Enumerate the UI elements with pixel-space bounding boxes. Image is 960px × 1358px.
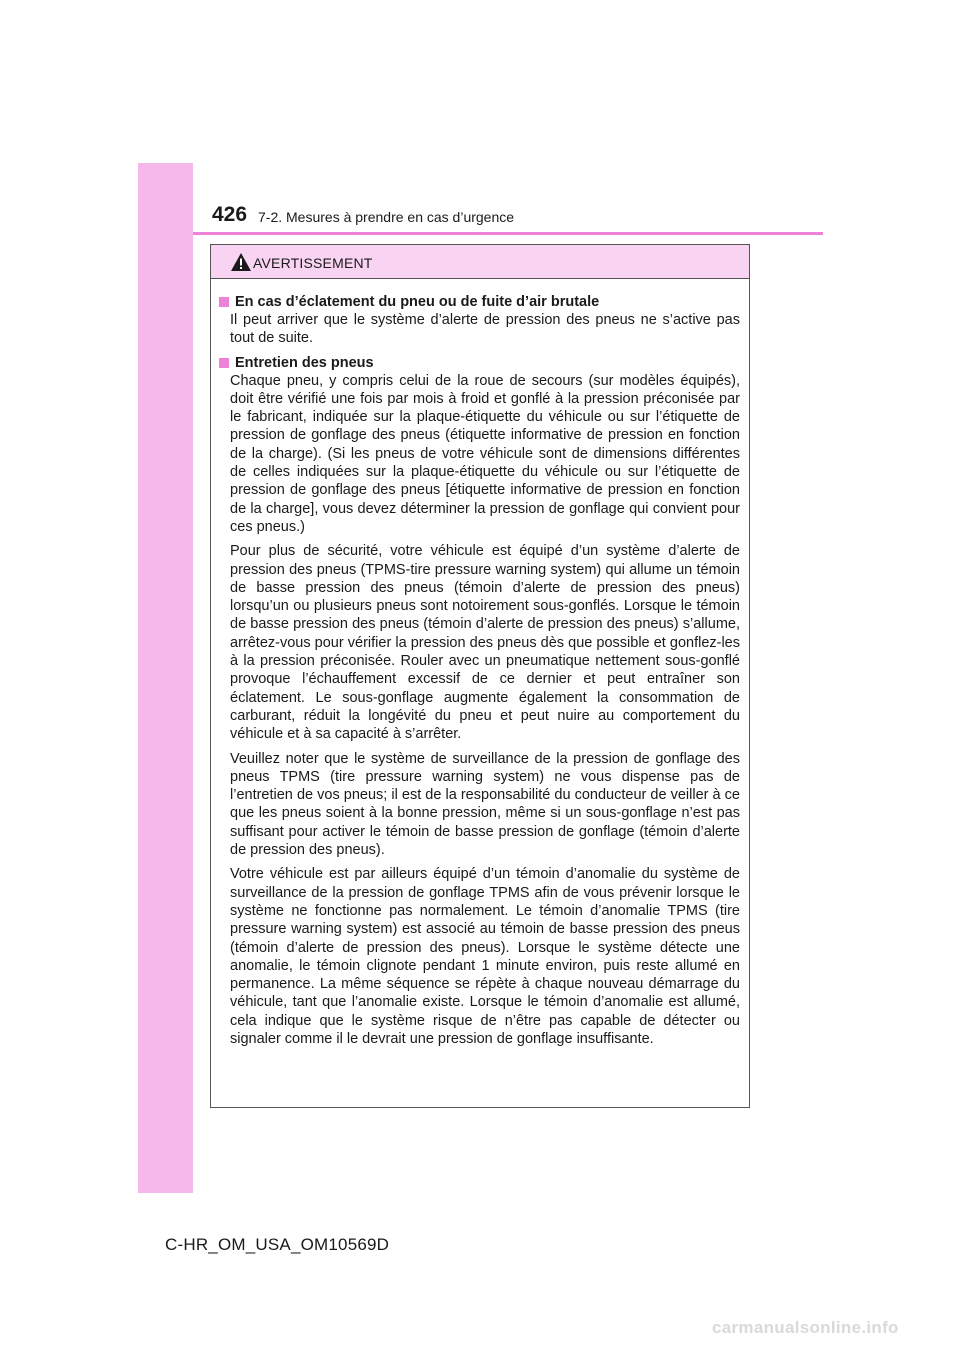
section-title: 7-2. Mesures à prendre en cas d’urgence — [258, 209, 515, 225]
topic-heading — [219, 354, 740, 372]
paragraph: Il peut arriver que le système d’alerte de pression des pneus ne s’active pas tout de suite. — [230, 312, 740, 347]
page-number: 426 — [212, 203, 248, 226]
warning-box — [210, 244, 750, 1108]
document-code: C-HR_OM_USA_OM10569D — [165, 1235, 390, 1254]
topic-heading-text: Entretien des pneus — [235, 354, 374, 371]
square-bullet-icon — [219, 358, 229, 368]
topic-tire-maintenance — [219, 354, 740, 1049]
side-color-band — [138, 163, 193, 1193]
watermark: carmanualsonline.info — [712, 1318, 899, 1337]
topic-tire-burst — [219, 293, 740, 348]
header-divider — [193, 232, 823, 235]
warning-body — [211, 279, 749, 1048]
warning-triangle-icon — [230, 252, 252, 272]
paragraph: Veuillez noter que le système de surveillance de la pression de gonflage des pneus TPMS (tire pressure warning system) ne vous dispense pas de l’entretien de vos pneus; il est de la responsabilité du conducteur de veiller à ce que les pneus soient à la bonne pression, même si un sous-gonflage n’est pas suffisant pour activer le témoin de basse pression de gonflage (témoin d’alerte de pression des pneus). — [230, 750, 740, 859]
paragraph: Chaque pneu, y compris celui de la roue de secours (sur modèles équipés), doit être vérifié une fois par mois à froid et gonflé à la pression préconisée par le fabricant, indiquée sur la plaque-étiquette du véhicule ou sur l’étiquette de pression de gonflage des pneus (étiquette informative de pression en fonction de la charge). (Si les pneus de votre véhicule sont de dimensions différentes de celles indiquées sur la plaque-étiquette du véhicule ou sur l’étiquette de pression de gonflage des pneus [étiquette informative de pression en fonction de la charge], vous devez déterminer la pression de gonflage qui convient pour ces pneus.) — [230, 372, 740, 535]
topic-heading-text: En cas d’éclatement du pneu ou de fuite d’air brutale — [235, 294, 600, 310]
topic-heading — [219, 293, 740, 311]
paragraph: Votre véhicule est par ailleurs équipé d’un témoin d’anomalie du système de surveillance de la pression de gonflage TPMS afin de vous prévenir lorsque le système ne fonctionne pas normalement. Le témoin d’anomalie TPMS (tire pressure warning system) est associé au témoin de basse pression des pneus (témoin d’alerte de pression des pneus). Lorsque le système détecte une anomalie, le témoin clignote pendant 1 minute environ, puis reste allumé en permanence. La même séquence se répète à chaque nouveau démarrage du véhicule, tant que l’anomalie existe. Lorsque le témoin d’anomalie est allumé, cela indique que le système risque de n’être pas capable de détecter ou signaler comme il le devrait une pression de gonflage insuffisante. — [230, 866, 740, 1047]
warning-title: AVERTISSEMENT — [253, 255, 373, 271]
warning-header — [211, 245, 749, 279]
square-bullet-icon — [219, 297, 229, 307]
paragraph: Pour plus de sécurité, votre véhicule est équipé d’un système d’alerte de pression des pneus (TPMS-tire pressure warning system) qui allume un témoin de basse pression des pneus (témoin d’alerte de pression des pneus) lorsqu’un ou plusieurs pneus sont notoirement sous-gonflés. Lorsque le témoin de basse pression des pneus (témoin d’alerte de pression des pneus) s’allume, arrêtez-vous pour vérifier la pression des pneus dès que possible et gonflez-les à la pression préconisée. Rouler avec un pneumatique nettement sous-gonflé provoque l’échauffement excessif de ce dernier et peut entraîner son éclatement. Le sous-gonflage augmente également la consommation de carburant, réduit la longévité du pneu et peut nuire au comportement du véhicule et à sa capacité à s’arrêter. — [230, 543, 740, 743]
